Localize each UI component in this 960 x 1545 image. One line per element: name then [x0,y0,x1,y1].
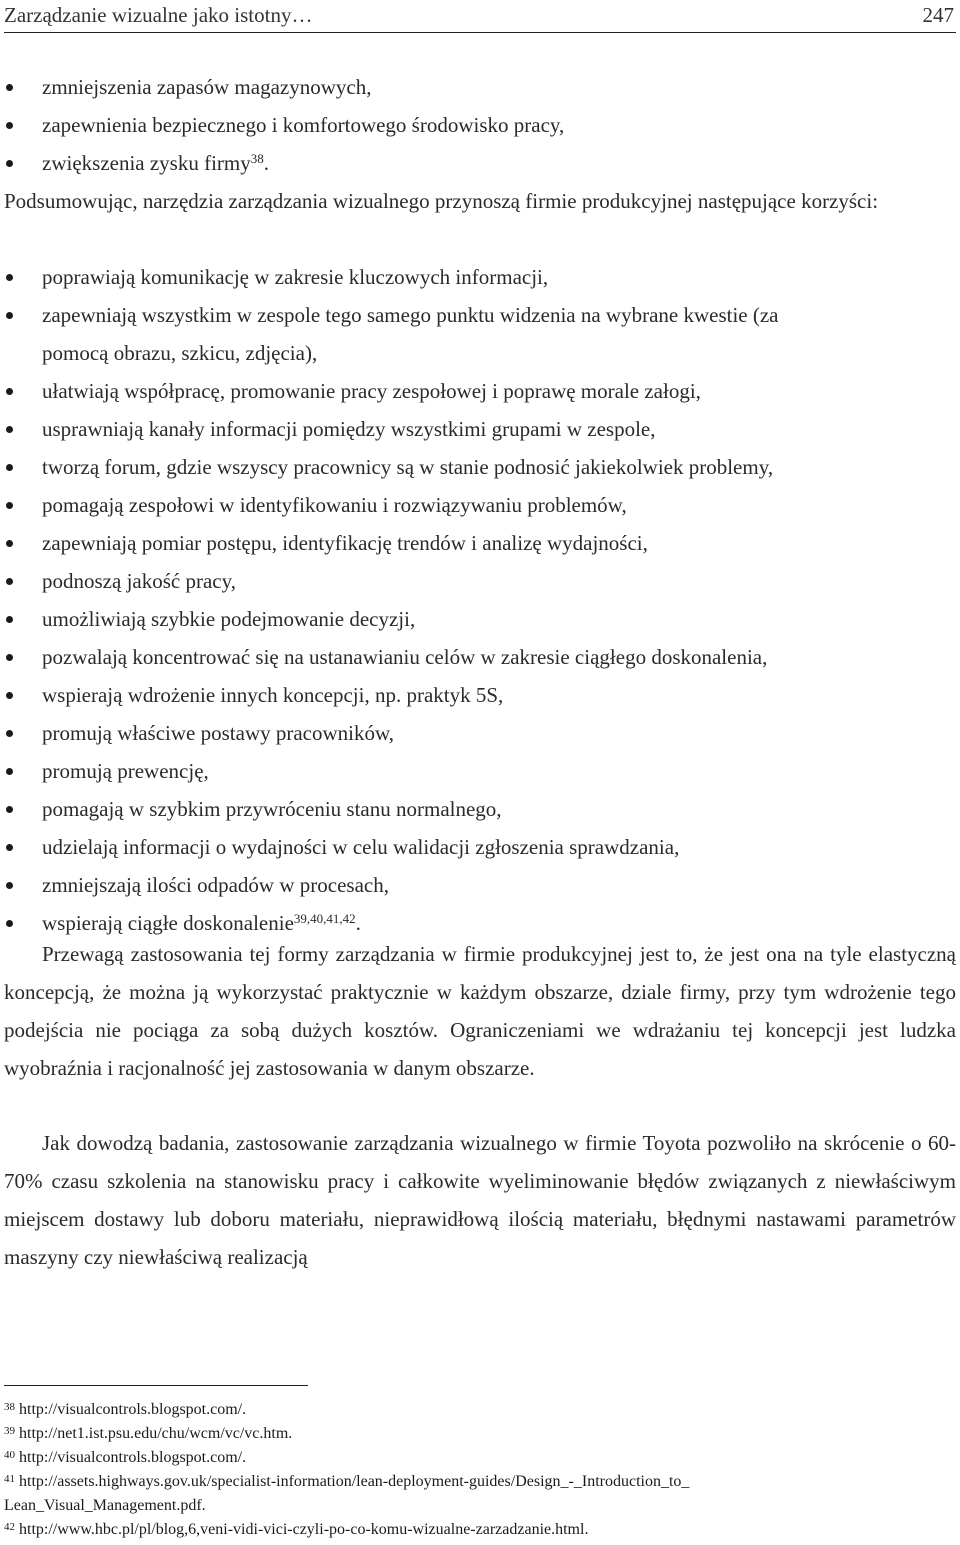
footnote-number: 39 [4,1425,15,1437]
list-item-punct: . [355,911,361,935]
bullet-dot [6,882,13,889]
list-item-text: ułatwiają współpracę, promowanie pracy zespołowej i poprawę morale załogi, [42,379,701,403]
list-item-text: zmniejszają ilości odpadów w procesach, [42,873,389,897]
list-item [0,752,779,790]
bullet-dot [6,540,13,547]
list-item [0,638,779,676]
footnote [4,1470,956,1518]
list-item-text: zmniejszenia zapasów magazynowych, [42,75,372,99]
footnote-number: 42 [4,1521,15,1533]
bullet-dot [6,692,13,699]
page-number: 247 [922,3,954,27]
list-item-text: promują prewencję, [42,759,209,783]
bullet-dot [6,388,13,395]
bullet-dot [6,274,13,281]
bullet-dot [6,616,13,623]
list-item-text: zapewniają wszystkim w zespole tego samego punktu widzenia na wybrane kwestie (za [42,303,779,327]
benefits-bullet-list [0,258,779,942]
footnote-link[interactable]: http://net1.ist.psu.edu/chu/wcm/vc/vc.htm. [19,1425,293,1442]
list-item [0,486,779,524]
list-item-text: zwiększenia zysku firmy [42,151,251,175]
list-item-text: pomagają w szybkim przywróceniu stanu normalnego, [42,797,502,821]
footnote-link[interactable]: http://visualcontrols.blogspot.com/. [19,1449,247,1466]
footnote-link[interactable]: http://www.hbc.pl/pl/blog,6,veni-vidi-vici-czyli-po-co-komu-wizualne-zarzadzanie.html. [19,1521,589,1538]
list-item [0,106,564,144]
list-item-text: usprawniają kanały informacji pomiędzy wszystkimi grupami w zespole, [42,417,656,441]
bullet-dot [6,426,13,433]
footnote-link-continued[interactable]: Lean_Visual_Management.pdf. [4,1497,206,1514]
advantage-paragraph: Przewagą zastosowania tej formy zarządzania w firmie produkcyjnej jest to, że jest ona na tyle elastyczną koncepcją, że można ją wykorzystać praktycznie w każdym obszarze, dziale firmy, przy tym wdrożenie tego podejścia nie pociąga za sobą dużych kosztów. Ograniczeniami we wdrażaniu tej koncepcji jest ludzka wyobraźnia i racjonalność jej zastosowania w danym obszarze. [4,942,956,1080]
toyota-paragraph: Jak dowodzą badania, zastosowanie zarządzania wizualnego w firmie Toyota pozwoliło na skrócenie o 60-70% czasu szkolenia na stanowisku pracy i całkowite wyeliminowanie błędów związanych z niewłaściwym miejscem dostawy lub doboru materiału, nieprawidłową ilością materiału, błędnymi nastawami parametrów maszyny czy niewłaściwą realizacją [4,1131,956,1269]
list-item [0,448,779,486]
list-item [0,600,779,638]
bullet-dot [6,806,13,813]
top-bullet-list [0,68,564,182]
footnote-separator [4,1385,308,1386]
list-item-text: zapewnienia bezpiecznego i komfortowego środowisko pracy, [42,113,565,137]
running-header-title: Zarządzanie wizualne jako istotny… [4,3,313,27]
list-item [0,524,779,562]
bullet-dot [6,122,13,129]
bullet-dot [6,160,13,167]
list-item [0,676,779,714]
list-item [0,144,564,182]
list-item-text-continued: pomocą obrazu, szkicu, zdjęcia), [42,341,318,365]
summary-paragraph: Podsumowując, narzędzia zarządzania wizualnego przynoszą firmie produkcyjnej następujące korzyści: [4,189,879,213]
list-item [0,68,564,106]
list-item-text: promują właściwe postawy pracowników, [42,721,395,745]
list-item-text: wspierają wdrożenie innych koncepcji, np. praktyk 5S, [42,683,504,707]
bullet-dot [6,768,13,775]
bullet-dot [6,84,13,91]
footnote [4,1446,956,1470]
footnote-link[interactable]: http://visualcontrols.blogspot.com/. [19,1401,247,1418]
list-item-text: udzielają informacji o wydajności w celu walidacji zgłoszenia sprawdzania, [42,835,680,859]
list-item [0,828,779,866]
footnotes [4,1398,956,1542]
list-item [0,790,779,828]
list-item-text: pozwalają koncentrować się na ustanawianiu celów w zakresie ciągłego doskonalenia, [42,645,768,669]
footnote-number: 38 [4,1401,15,1413]
footnote-number: 41 [4,1473,15,1485]
footnote [4,1398,956,1422]
running-header [4,2,956,33]
footnote [4,1518,956,1542]
bullet-dot [6,920,13,927]
list-item-text: umożliwiają szybkie podejmowanie decyzji, [42,607,416,631]
footnote-number: 40 [4,1449,15,1461]
bullet-dot [6,578,13,585]
footnote-ref: 38 [250,151,264,166]
bullet-dot [6,844,13,851]
bullet-dot [6,312,13,319]
list-item [0,562,779,600]
list-item [0,258,779,296]
bullet-dot [6,730,13,737]
list-item-text: poprawiają komunikację w zakresie kluczowych informacji, [42,265,549,289]
list-item [0,296,779,372]
footnote-link[interactable]: http://assets.highways.gov.uk/specialist-information/lean-deployment-guides/Design_-_Introduction_to_ [19,1473,690,1490]
footnote [4,1422,956,1446]
list-item-text: zapewniają pomiar postępu, identyfikację trendów i analizę wydajności, [42,531,648,555]
bullet-dot [6,464,13,471]
list-item [0,866,779,904]
list-item [0,714,779,752]
bullet-dot [6,654,13,661]
list-item-text: podnoszą jakość pracy, [42,569,236,593]
list-item-text: wspierają ciągłe doskonalenie [42,911,294,935]
footnote-ref: 39,40,41,42 [293,911,356,926]
list-item-punct: . [263,151,270,175]
list-item [0,410,779,448]
list-item-text: pomagają zespołowi w identyfikowaniu i rozwiązywaniu problemów, [42,493,627,517]
list-item [0,372,779,410]
bullet-dot [6,502,13,509]
list-item-text: tworzą forum, gdzie wszyscy pracownicy są w stanie podnosić jakiekolwiek problemy, [42,455,774,479]
